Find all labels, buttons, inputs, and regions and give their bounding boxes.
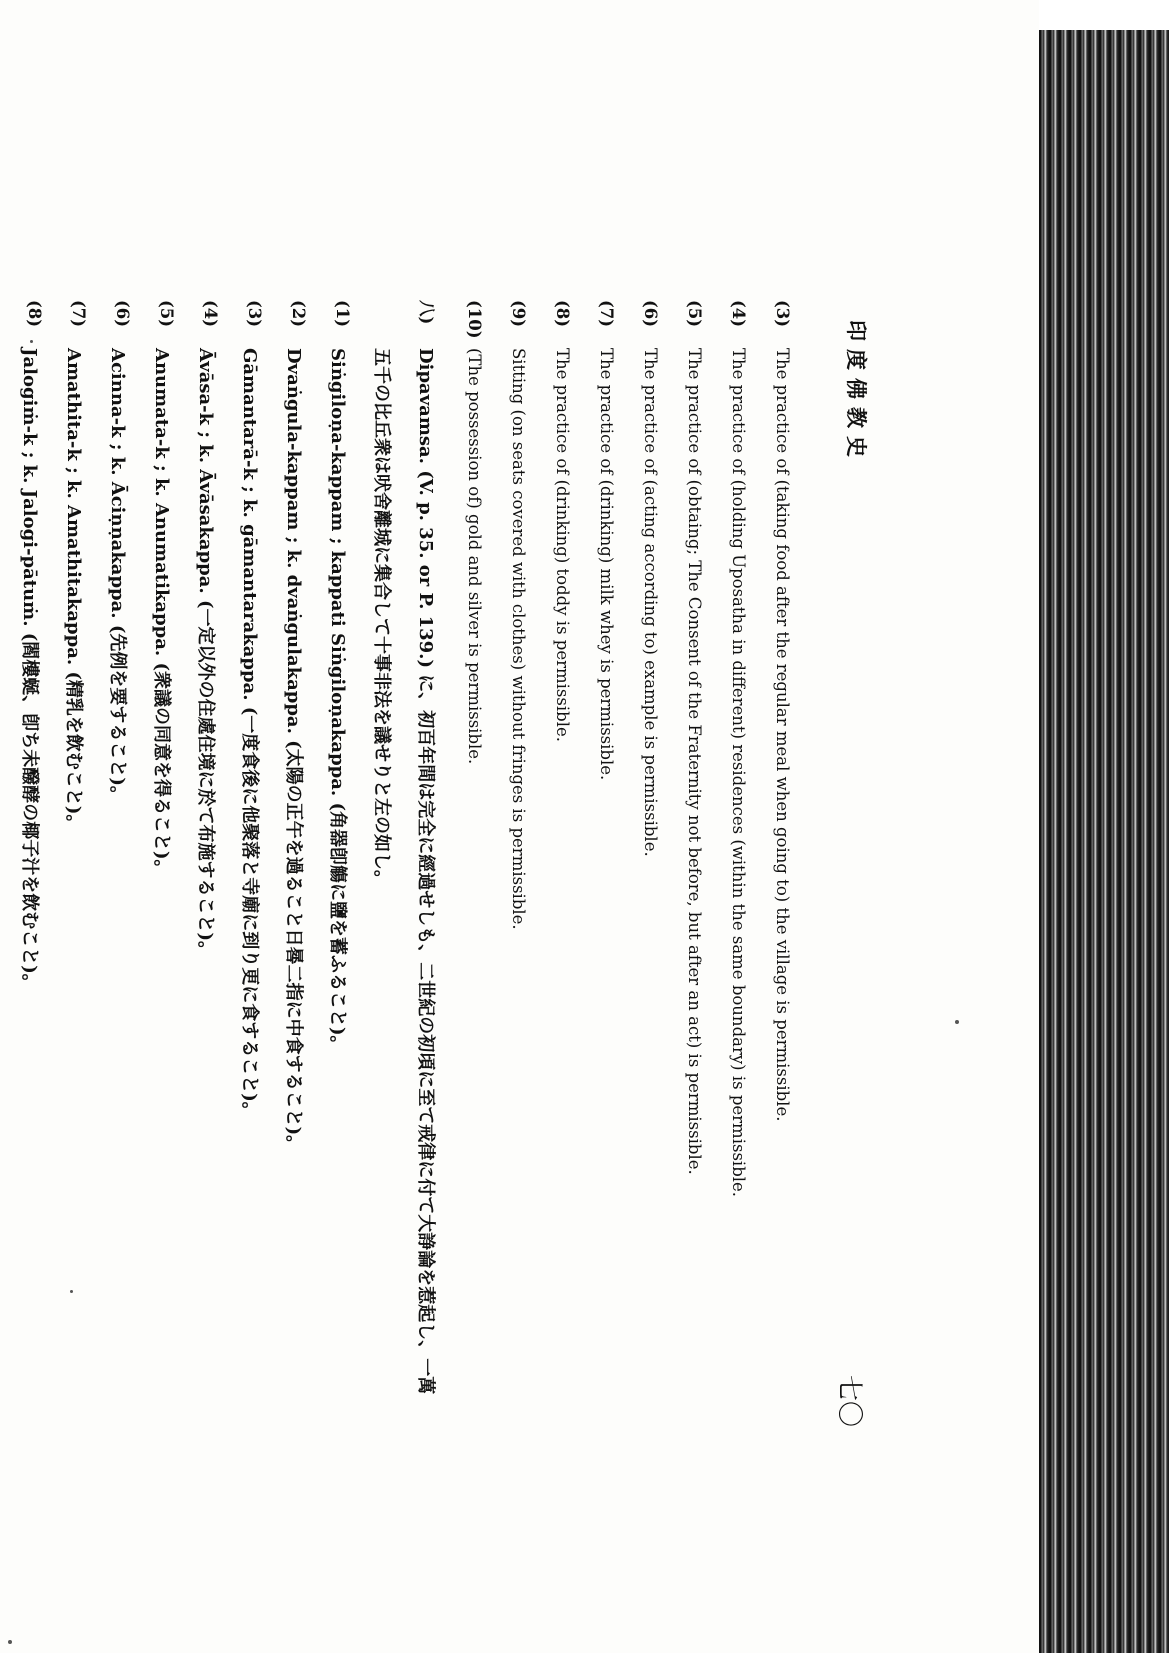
- item-number: (10): [465, 300, 484, 339]
- line-text: Sitting (on seats covered with clothes) without fringes is permissible.: [509, 348, 528, 930]
- scan-speck: [30, 340, 33, 343]
- line-text: (The possession of) gold and silver is permissible.: [465, 348, 484, 765]
- section-number: 八): [417, 300, 436, 325]
- text-line: [308, 300, 352, 1500]
- book-page-edges: [1039, 0, 1169, 1653]
- line-text: Amathita-k ; k. Amathitakappa. (精乳を飲むこと)。: [63, 348, 84, 833]
- item-number: (8): [25, 300, 44, 328]
- line-text: Jalogiṁ-k ; k. Jalogi-pātuṁ. (閻樓蜒、卽ち未醱酵の椰子汁を飲むこと)。: [19, 348, 40, 992]
- line-text: The practice of (drinking) toddy is permissible.: [553, 348, 572, 742]
- line-text: The practice of (acting according to) example is permissible.: [641, 348, 660, 857]
- text-line: [484, 300, 528, 1500]
- text-line: [528, 300, 572, 1500]
- scan-speck: [70, 1290, 73, 1293]
- text-line: [352, 300, 396, 1500]
- scan-speck: [8, 1640, 12, 1644]
- item-number: (8): [553, 300, 572, 328]
- text-line: [264, 300, 308, 1500]
- item-number: (5): [157, 300, 176, 328]
- text-line: [0, 300, 44, 1500]
- rotated-text-block: [20, 300, 880, 1500]
- line-text: The practice of (obtaing; The Consent of the Fraternity not before, but after an act) is permissible.: [685, 348, 704, 1175]
- line-text: 五千の比丘衆は吠舍離城に集合して十事非法を議せりと左の如し。: [371, 348, 392, 888]
- scan-speck: [955, 1020, 959, 1024]
- line-text: Gāmantarā-k ; k. gāmantarakappa. (一度食後に他聚落と寺廟に到り更に食すること)。: [239, 348, 260, 1120]
- running-header: [820, 300, 880, 1500]
- text-line: [748, 300, 792, 1500]
- item-number: (5): [685, 300, 704, 328]
- text-line: [440, 300, 484, 1500]
- line-text: Siṅgiloṇa-kappam ; kappati Siṅgiloṇakappa. (角器卽觴に鹽を蓄ふること)。: [327, 348, 348, 1054]
- line-text: The practice of (holding Uposatha in different) residences (within the same boundary) is permissible.: [729, 348, 748, 1198]
- page-edge-top-gap: [1039, 0, 1169, 30]
- item-number: (7): [597, 300, 616, 328]
- item-number: (4): [201, 300, 220, 328]
- item-number: (9): [509, 300, 528, 328]
- line-text: Dvaṅgula-kappam ; k. dvaṅgulakappa. (太陽の正午を過ること日晷二指に中食すること)。: [283, 348, 304, 1154]
- item-number: (1): [333, 300, 352, 328]
- text-line: [44, 300, 88, 1500]
- running-title: 印度佛教史: [844, 320, 869, 465]
- text-line: [396, 300, 440, 1500]
- text-line: [132, 300, 176, 1500]
- text-line: [176, 300, 220, 1500]
- line-text: The practice of (taking food after the regular meal when going to) the village is permissible.: [773, 348, 792, 1122]
- text-line: [88, 300, 132, 1500]
- item-number: (7): [69, 300, 88, 328]
- text-line: [220, 300, 264, 1500]
- page-number: 七〇: [834, 1375, 864, 1428]
- text-line: [704, 300, 748, 1500]
- text-line: [616, 300, 660, 1500]
- text-line: [660, 300, 704, 1500]
- item-number: (6): [641, 300, 660, 328]
- item-number: (4): [729, 300, 748, 328]
- item-number: (2): [289, 300, 308, 328]
- line-text: The practice of (drinking) milk whey is permissible.: [597, 348, 616, 781]
- line-text: Āvāsa-k ; k. Āvāsakappa. (一定以外の住處住境に於て布施すること)。: [195, 348, 216, 959]
- text-line: [572, 300, 616, 1500]
- item-number: (6): [113, 300, 132, 328]
- line-text: Anumata-k ; k. Anumatikappa. (衆議の同意を得ること)。: [151, 348, 172, 878]
- item-number: (3): [773, 300, 792, 328]
- line-text: Acinna-k ; k. Āciṇṇakappa. (先例を要すること)。: [107, 348, 128, 804]
- line-text: Dipavamsa. (V. p. 35. or P. 139.) に、初百年間は完全に經過せしも、二世紀の初頃に至て戒律に付て大諍論を惹起し、一萬: [415, 348, 436, 1395]
- item-number: (3): [245, 300, 264, 328]
